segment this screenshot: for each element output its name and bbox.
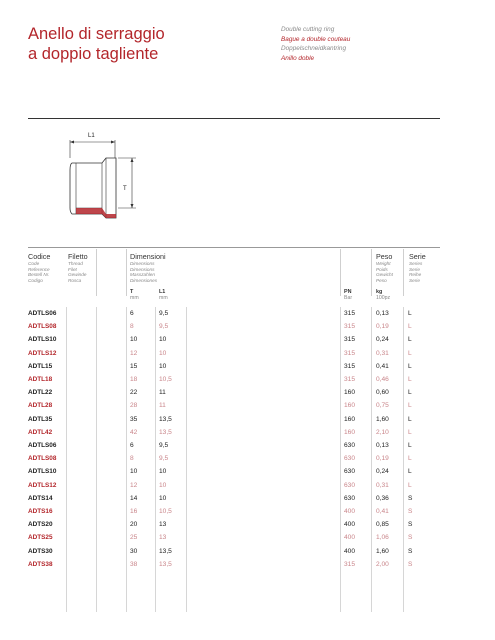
- unit-kg-label: kg: [376, 289, 383, 295]
- cell-t: 10: [130, 468, 138, 476]
- cell-serie: L: [408, 481, 412, 489]
- unit-t-unit: mm: [130, 295, 139, 301]
- table-row: [28, 495, 440, 508]
- cell-kg: 1,60: [376, 547, 389, 555]
- cell-t: 14: [130, 494, 138, 502]
- cell-code: ADTLS12: [28, 481, 57, 489]
- cell-serie: S: [408, 494, 413, 502]
- cell-l1: 10: [159, 468, 167, 476]
- translation-fr: Bague a double couteau: [281, 35, 351, 43]
- cell-l1: 10: [159, 494, 167, 502]
- table-row: [28, 350, 440, 363]
- title-translations: [281, 25, 350, 63]
- translation-en: Double cutting ring: [281, 26, 335, 33]
- cell-code: ADTS16: [28, 508, 53, 515]
- cell-t: 18: [130, 376, 138, 383]
- cutting-ring-drawing: [60, 128, 150, 228]
- table-row: [28, 323, 440, 336]
- column-sub: Reference: [28, 266, 50, 272]
- unit-l1-label: L1: [159, 289, 166, 295]
- header-divider: [403, 249, 404, 296]
- cell-kg: 0,41: [376, 362, 389, 370]
- cell-pn: 160: [344, 415, 356, 423]
- cell-t: 22: [130, 389, 138, 397]
- title-line-1: Anello di serraggio: [28, 25, 165, 43]
- dim-l1-label: L1: [88, 133, 95, 139]
- cell-l1: 9,5: [159, 310, 169, 317]
- column-serie-label: Serie: [409, 252, 426, 261]
- cell-pn: 315: [344, 560, 356, 568]
- unit-pn: [344, 289, 352, 301]
- column-sub: Codigo: [28, 277, 43, 283]
- cell-kg: 0,85: [376, 521, 389, 529]
- cell-code: ADTS30: [28, 547, 53, 555]
- translation-es: Anillo doble: [281, 54, 315, 62]
- unit-pn-unit: Bar: [344, 295, 353, 301]
- cell-t: 25: [130, 534, 138, 542]
- cell-pn: 630: [344, 494, 356, 502]
- cell-pn: 630: [344, 481, 356, 489]
- cell-serie: L: [408, 336, 412, 344]
- cell-t: 6: [130, 310, 134, 317]
- header-divider: [126, 249, 127, 296]
- cell-serie: L: [408, 389, 412, 397]
- table-row: [28, 534, 440, 547]
- cell-kg: 0,60: [376, 389, 389, 397]
- cell-code: ADTS14: [28, 494, 53, 502]
- column-sub: Series: [409, 261, 423, 266]
- table-row: [28, 468, 440, 481]
- cell-serie: S: [408, 521, 413, 529]
- cell-code: ADTL18: [28, 376, 53, 383]
- cell-l1: 9,5: [159, 455, 169, 463]
- cell-t: 6: [130, 442, 134, 449]
- header-divider: [340, 249, 341, 296]
- cell-code: ADTLS06: [28, 442, 57, 449]
- cell-pn: 630: [344, 442, 356, 449]
- column-sub: Code: [28, 261, 40, 266]
- cell-serie: L: [408, 310, 412, 317]
- cell-kg: 0,31: [376, 349, 389, 357]
- cell-serie: L: [408, 323, 412, 331]
- table-row: [28, 455, 440, 468]
- table-row: [28, 310, 440, 323]
- column-sub: Gewicht: [376, 272, 393, 278]
- cell-l1: 10: [159, 349, 167, 357]
- table-row: [28, 482, 440, 495]
- header-divider: [371, 249, 372, 296]
- cell-serie: S: [408, 508, 413, 515]
- cell-pn: 400: [344, 547, 356, 555]
- top-rule: [28, 118, 440, 119]
- cell-l1: 13,5: [159, 560, 172, 568]
- cell-kg: 2,10: [376, 428, 389, 436]
- unit-t-label: T: [130, 289, 134, 295]
- table-row: [28, 561, 440, 574]
- cell-kg: 0,75: [376, 402, 389, 410]
- cell-l1: 13: [159, 534, 167, 542]
- cell-kg: 0,31: [376, 481, 389, 489]
- column-peso: [376, 252, 393, 283]
- cell-pn: 400: [344, 508, 356, 515]
- cell-l1: 13: [159, 521, 167, 529]
- cell-code: ADTS25: [28, 534, 53, 542]
- cell-kg: 0,19: [376, 323, 389, 331]
- cell-t: 8: [130, 455, 134, 463]
- cell-kg: 1,60: [376, 415, 389, 423]
- unit-kg: [376, 289, 390, 301]
- cell-code: ADTS38: [28, 560, 53, 568]
- cell-serie: S: [408, 534, 413, 542]
- cell-serie: S: [408, 547, 413, 555]
- cell-t: 28: [130, 402, 138, 410]
- column-sub: Serie: [409, 277, 420, 283]
- table-row: [28, 376, 440, 389]
- unit-l1: [159, 289, 168, 301]
- column-sub: Dimensiones: [130, 277, 158, 283]
- cell-t: 12: [130, 349, 138, 357]
- cell-l1: 11: [159, 402, 166, 410]
- column-filetto-label: Filetto: [68, 252, 88, 261]
- cell-l1: 10,5: [159, 376, 172, 383]
- column-sub: Poids: [376, 266, 388, 272]
- cell-l1: 13,5: [159, 547, 172, 555]
- table-row: [28, 442, 440, 455]
- cell-l1: 9,5: [159, 442, 169, 449]
- cell-code: ADTLS10: [28, 336, 57, 344]
- table-row: [28, 336, 440, 349]
- cell-code: ADTL15: [28, 362, 53, 370]
- table-header-rule: [28, 247, 440, 248]
- cell-serie: L: [408, 455, 412, 463]
- cell-l1: 13,5: [159, 415, 172, 423]
- cell-code: ADTLS10: [28, 468, 57, 476]
- column-sub: Masszahlen: [130, 272, 156, 278]
- cell-l1: 13,5: [159, 428, 172, 436]
- cell-code: ADTLS08: [28, 455, 57, 463]
- table-row: [28, 389, 440, 402]
- cell-t: 30: [130, 547, 138, 555]
- cell-l1: 11: [159, 389, 166, 397]
- cell-pn: 160: [344, 389, 356, 397]
- cell-code: ADTLS08: [28, 323, 57, 331]
- cell-code: ADTL42: [28, 428, 53, 436]
- cell-t: 42: [130, 428, 138, 436]
- column-sub: Serie: [409, 266, 420, 272]
- dim-t-label: T: [123, 186, 127, 192]
- cell-t: 20: [130, 521, 138, 529]
- cell-kg: 0,46: [376, 376, 389, 383]
- cell-pn: 630: [344, 455, 356, 463]
- table-row: [28, 402, 440, 415]
- cell-l1: 10: [159, 362, 167, 370]
- column-sub: Reihe: [409, 272, 422, 278]
- column-codice-label: Codice: [28, 252, 51, 261]
- cell-kg: 0,24: [376, 336, 389, 344]
- table-row: [28, 508, 440, 521]
- cell-serie: L: [408, 402, 412, 410]
- unit-l1-unit: mm: [159, 295, 168, 301]
- cell-l1: 10,5: [159, 508, 172, 515]
- column-sub: Dimensions: [130, 266, 155, 272]
- page-title: [28, 24, 165, 64]
- header-divider: [96, 249, 97, 296]
- cell-serie: L: [408, 428, 412, 436]
- cell-code: ADTLS06: [28, 310, 57, 317]
- cell-kg: 1,06: [376, 534, 389, 542]
- column-sub: Gewinde: [68, 272, 87, 278]
- cell-kg: 0,24: [376, 468, 389, 476]
- cell-pn: 315: [344, 362, 356, 370]
- cell-t: 12: [130, 481, 138, 489]
- cell-code: ADTL35: [28, 415, 53, 423]
- unit-pn-label: PN: [344, 289, 352, 295]
- cell-serie: L: [408, 415, 412, 423]
- column-sub: Peso: [376, 277, 387, 283]
- technical-drawing: [60, 128, 150, 233]
- cell-pn: 630: [344, 468, 356, 476]
- cell-t: 35: [130, 415, 138, 423]
- cell-t: 16: [130, 508, 138, 515]
- cell-kg: 0,36: [376, 494, 389, 502]
- unit-kg-unit: 100pz: [376, 295, 391, 301]
- cell-pn: 160: [344, 402, 356, 410]
- column-sub: Thread: [68, 261, 83, 266]
- cell-pn: 315: [344, 336, 356, 344]
- column-codice: [28, 252, 50, 283]
- column-sub: Filet: [68, 266, 77, 272]
- table-row: [28, 521, 440, 534]
- cell-pn: 400: [344, 534, 356, 542]
- cell-pn: 315: [344, 376, 356, 383]
- cell-kg: 0,13: [376, 442, 389, 449]
- column-serie: [409, 252, 426, 283]
- column-sub: Weight: [376, 261, 391, 266]
- cell-code: ADTL28: [28, 402, 53, 410]
- title-line-2: a doppio tagliente: [28, 45, 159, 63]
- cell-t: 38: [130, 560, 138, 568]
- column-dimensioni-label: Dimensioni: [130, 252, 166, 261]
- cell-code: ADTS20: [28, 521, 53, 529]
- cell-t: 8: [130, 323, 134, 331]
- cell-serie: L: [408, 442, 412, 449]
- column-sub: Rosca: [68, 277, 82, 283]
- table-row: [28, 363, 440, 376]
- table-row: [28, 416, 440, 429]
- cell-code: ADTLS12: [28, 349, 57, 357]
- cell-kg: 0,41: [376, 508, 389, 515]
- cell-pn: 160: [344, 428, 356, 436]
- cell-kg: 2,00: [376, 560, 389, 568]
- cell-pn: 315: [344, 349, 356, 357]
- cell-kg: 0,13: [376, 310, 389, 317]
- cell-pn: 400: [344, 521, 356, 529]
- cell-l1: 10: [159, 336, 167, 344]
- cell-pn: 315: [344, 323, 356, 331]
- table-row: [28, 429, 440, 442]
- cell-serie: L: [408, 468, 412, 476]
- cell-l1: 10: [159, 481, 167, 489]
- cell-serie: L: [408, 362, 412, 370]
- column-sub: Dimensions: [130, 261, 155, 266]
- cell-t: 10: [130, 336, 138, 344]
- cell-l1: 9,5: [159, 323, 169, 331]
- cell-kg: 0,19: [376, 455, 389, 463]
- cell-t: 15: [130, 362, 138, 370]
- unit-t: [130, 289, 139, 301]
- cell-serie: S: [408, 560, 413, 568]
- column-sub: Bestell Nr.: [28, 272, 50, 278]
- column-dimensioni: [130, 252, 166, 283]
- translation-de: Doppelschneidkantring: [281, 45, 347, 53]
- table-row: [28, 548, 440, 561]
- cell-pn: 315: [344, 310, 356, 317]
- cell-serie: L: [408, 376, 412, 383]
- column-filetto: [68, 252, 88, 283]
- cell-serie: L: [408, 349, 412, 357]
- cell-code: ADTL22: [28, 389, 53, 397]
- column-peso-label: Peso: [376, 252, 393, 261]
